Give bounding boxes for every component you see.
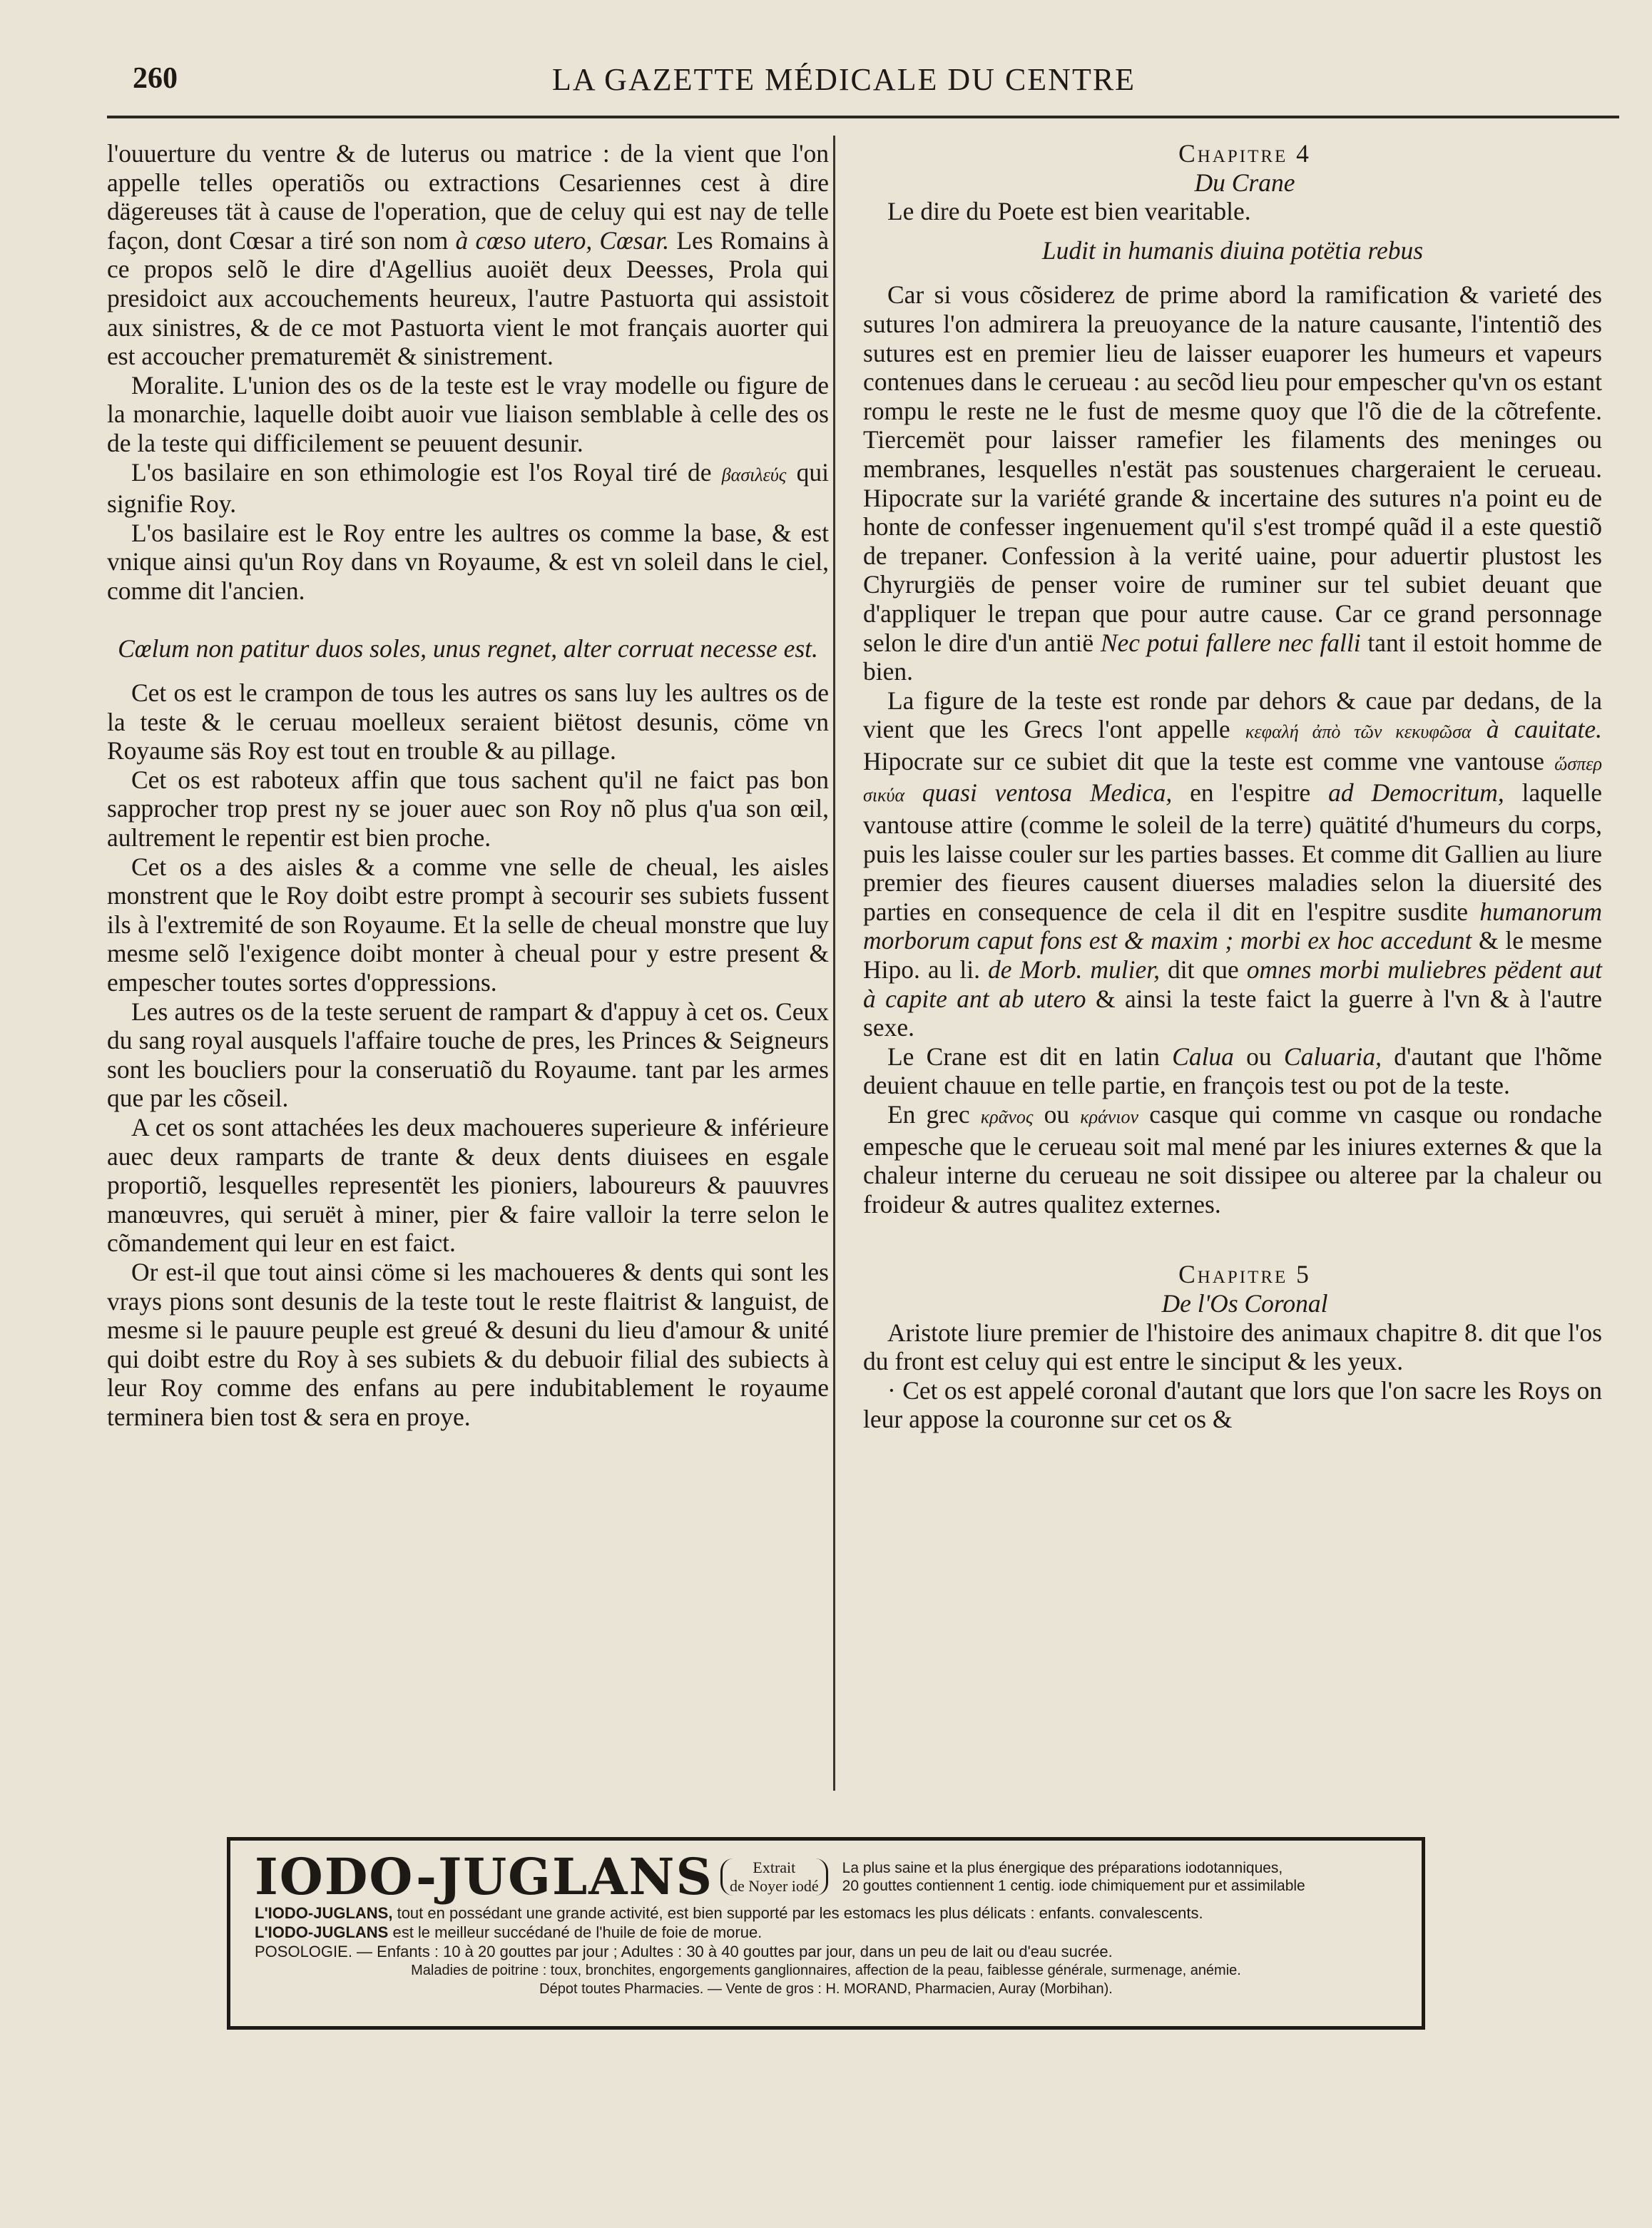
ad-header bbox=[255, 1847, 1397, 1906]
paragraph: En grec κρᾶνος ou κράνιον casque qui comme vn casque ou rondache empesche que le cerueau soit mal mené par les iniures externes & que la chaleur interne du cerueau ne soit dissipee ou alteree par la chaleur ou froideur & autres qualitez externes. bbox=[863, 1100, 1602, 1219]
paragraph: Cet os a des aisles & a comme vne selle de cheual, les aisles monstrent que le Roy doibt estre prompt à secourir ses subiets fussent ils à l'extremité de son Royaume. Et la selle de cheual monstre que luy mesme selõ l'exigence doibt monter à cheual pour y estre present & empescher toutes sortes d'oppressions. bbox=[107, 852, 829, 997]
paragraph: Car si vous cõsiderez de prime abord la ramification & varieté des sutures l'on admirera la preuoyance de la nature causante, l'intentiõ des sutures est en premier lieu de laisser euaporer les humeurs et vapeurs contenues dans le cerueau : au secõd lieu pour empescher qu'vn os estant rompu le reste ne le fust de mesme quoy que l'õ die de la cõtrefente. Tiercemët pour laisser ramefier les filaments des meninges ou membranes, lesquelles n'estät pas soustenues chargeraient le cerueau. Hipocrate sur la variété grande & incertaine des sutures n'a point eu de honte de confesser ingenuement qu'il s'est trompé quãd il a este questiõ de trepaner. Confession à la verité uaine, pour aduertir plustost les Chyrurgiës de penser voire de ruminer sur tel subiet deuant que d'appliquer le trepan que pour autre cause. Car ce grand personnage selon le dire d'un antië Nec potui fallere nec falli tant il estoit homme de bien. bbox=[863, 280, 1603, 686]
paragraph: La figure de la teste est ronde par dehors & caue par dedans, de la vient que les Grecs l'ont appelle κεφαλή ἀπὸ τῶν κεκυφῶσα à cauitate. Hipocrate sur ce subiet dit que la teste est comme vne vantouse ὥσπερ σικύα quasi ventosa Medica, en l'espitre ad Democritum, laquelle vantouse attire (comme le soleil de la terre) quätité d'humeurs du corps, puis les laisse couler sur les parties basses. Et comme dit Gallien au liure premier des fieures causent diuerses maladies selon la diuersité des parties en consequence de cela il dit en l'espitre susdite humanorum morborum caput fons est & maxim ; morbi ex hoc accedunt & le mesme Hipo. au li. de Morb. mulier, dit que omnes morbi muliebres pëdent aut à capite ant ab utero & ainsi la teste faict la guerre à l'vn & à l'autre sexe. bbox=[863, 686, 1603, 1042]
ad-depot: Dépot toutes Pharmacies. — Vente de gros : H. MORAND, Pharmacien, Auray (Morbihan). bbox=[539, 1981, 1113, 1997]
ad-line: L'IODO-JUGLANS, tout en possédant une grande activité, est bien supporté par les estomacs les plus délicats : enfants. convalescents. bbox=[255, 1904, 1203, 1922]
paragraph: L'os basilaire en son ethimologie est l'os Royal tiré de βασιλεύς qui signifie Roy. bbox=[107, 457, 829, 519]
page-header bbox=[107, 56, 1581, 106]
chapter-heading: Chapitre 5 bbox=[1178, 1260, 1311, 1289]
section-gap bbox=[863, 1219, 1602, 1260]
paragraph: Le Crane est dit en latin Calua ou Caluaria, d'autant que l'hõme deuient chauue en telle partie, en françois test ou pot de la teste. bbox=[863, 1042, 1603, 1100]
paragraph: A cet os sont attachées les deux machoueres superieure & inférieure auec deux ramparts de trante & deux dents diuisees en esgale proportiõ, lesquelles representët les pioniers, laboureurs & pauuvres manœuvres, qui seruët à miner, pier & faire valloir la terre selon le cõmandement qui leur en est faict. bbox=[107, 1113, 829, 1258]
chapter-subtitle: De l'Os Coronal bbox=[1161, 1288, 1328, 1318]
paragraph: Cet os est le crampon de tous les autres os sans luy les aultres os de la teste & le ceruau moelleux seraient biëtost desunis, cöme vn Royaume säs Roy est tout en trouble & au pillage. bbox=[107, 678, 829, 765]
paragraph: Or est-il que tout ainsi cöme si les machoueres & dents qui sont les vrays pions sont desunis de la teste tout le reste flaitrist & languist, de mesme si le pauure peuple est greué & desuni du lieu d'amour & unité qui doibt estre du Roy à ses subiets & du debuoir filial des subiects à leur Roy comme des enfans au pere indubitablement le royaume terminera bien tost & sera en proye. bbox=[107, 1257, 829, 1431]
chapter-heading: Chapitre 4 bbox=[1178, 139, 1311, 168]
journal-title: LA GAZETTE MÉDICALE DU CENTRE bbox=[551, 62, 1136, 97]
advertisement-box bbox=[227, 1837, 1425, 2030]
ad-indications: Maladies de poitrine : toux, bronchites, engorgements ganglionnaires, affection de la peau, faiblesse générale, surmenage, anémie. bbox=[411, 1963, 1241, 1978]
ad-brand: IODO-JUGLANS bbox=[255, 1847, 714, 1906]
paragraph: L'os basilaire est le Roy entre les aultres os comme la base, & est vnique ainsi qu'un Roy dans vn Royaume, & est vn soleil dans le ciel, comme dit l'ancien. bbox=[107, 518, 829, 605]
paragraph: Aristote liure premier de l'histoire des animaux chapitre 8. dit que l'os du front est celuy qui est entre le sinciput & les yeux. bbox=[863, 1318, 1602, 1376]
paragraph: Cet os est raboteux affin que tous sachent qu'il ne faict pas bon sapprocher trop prest ny se jouer auec son Roy nõ plus q'ua son œil, aultrement le repentir est bien proche. bbox=[107, 765, 829, 853]
ad-line: L'IODO-JUGLANS est le meilleur succédané de l'huile de foie de morue. bbox=[255, 1923, 763, 1941]
left-column bbox=[107, 139, 829, 1432]
chapter-subtitle: Du Crane bbox=[1194, 168, 1295, 197]
paragraph: Moralite. L'union des os de la teste est le vray modelle ou figure de la monarchie, laquelle doibt auoir vue liaison semblable à celle des os de la teste qui difficilement se peuuent desunir. bbox=[107, 370, 829, 457]
paragraph: Le dire du Poete est bien vearitable. bbox=[887, 197, 1251, 226]
page-number: 260 bbox=[133, 62, 178, 95]
latin-quote: Ludit in humanis diuina potëtia rebus bbox=[1041, 235, 1424, 265]
ad-claim: La plus saine et la plus énergique des préparations iodotanniques, 20 gouttes contiennent 1 centig. iode chimiquement pur et assimilable bbox=[842, 1860, 1305, 1894]
paragraph: · Cet os est appelé coronal d'autant que lors que l'on sacre les Roys on leur appose la couronne sur cet os & bbox=[863, 1375, 1602, 1434]
ad-posology: POSOLOGIE. — Enfants : 10 à 20 gouttes par jour ; Adultes : 30 à 40 gouttes par jour, dans un peu de lait ou d'eau sucrée. bbox=[255, 1943, 1113, 1960]
ad-extract-label: Extrait de Noyer iodé bbox=[720, 1858, 828, 1896]
right-column bbox=[863, 139, 1602, 1434]
header-rule bbox=[107, 116, 1619, 118]
paragraph: Les autres os de la teste seruent de rampart & d'appuy à cet os. Ceux du sang royal ausquels l'affaire touche de pres, les Princes & Seigneurs sont les boucliers pour la conseruatiõ du Royaume. tant par les armes que par les cõseil. bbox=[107, 997, 829, 1113]
latin-quote: Cœlum non patitur duos soles, unus regnet, alter corruat necesse est. bbox=[118, 634, 818, 663]
paragraph: l'ouuerture du ventre & de luterus ou matrice : de la vient que l'on appelle telles operatiõs ou extractions Cesariennes cest à dire dägereuses tät à cause de l'operation, que de celuy qui est nay de telle façon, dont Cœsar a tiré son nom à cœso utero, Cœsar. Les Romains à ce propos selõ le dire d'Agellius auoiët deux Deesses, Prola qui presidoict aux accouchements heureux, l'autre Pastuorta qui assistoit aux sinistres, & de ce mot Pastuorta vient le mot français auorter qui est accoucher prematuremët & sinistrement. bbox=[107, 139, 829, 371]
column-divider bbox=[833, 136, 835, 1791]
